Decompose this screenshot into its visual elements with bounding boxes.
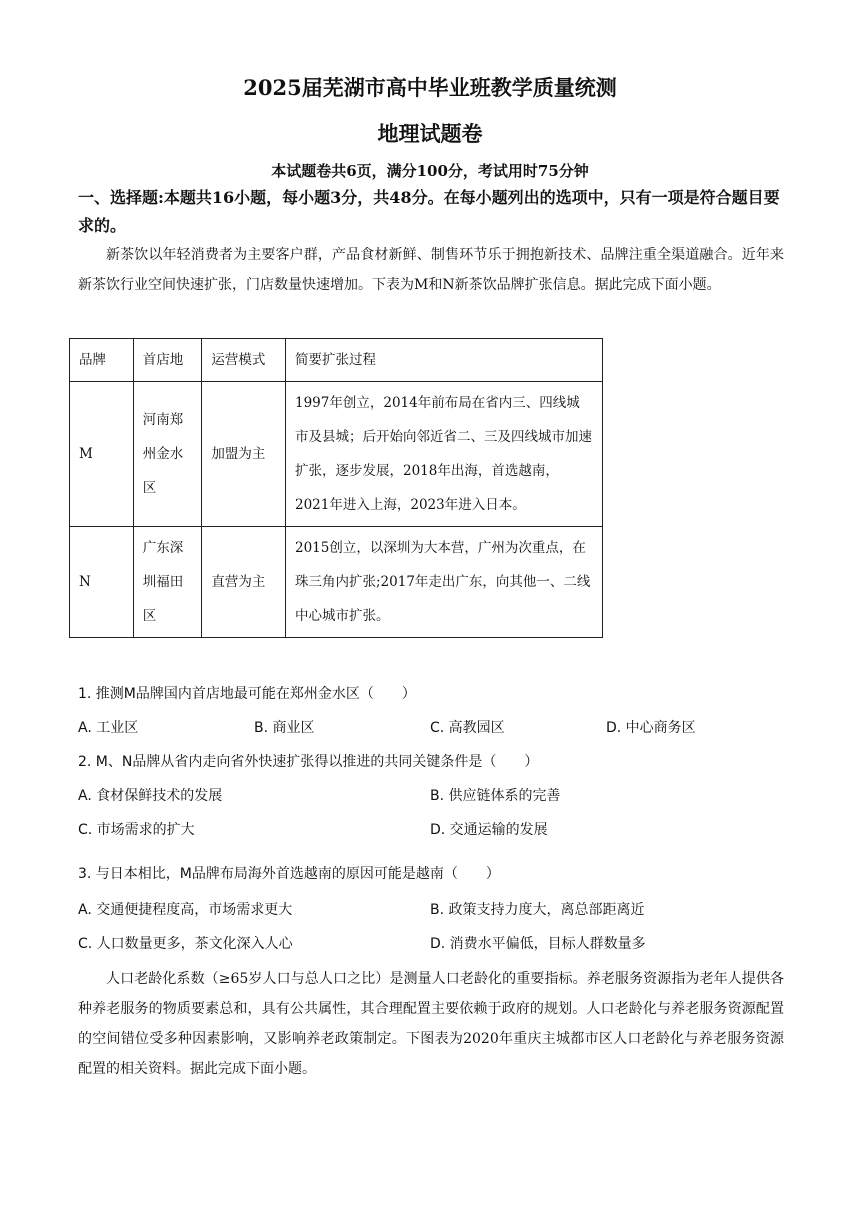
exam-subtitle: 地理试题卷 — [377, 121, 483, 146]
question-3-option-d: D. 消费水平偏低，目标人群数量多 — [430, 936, 646, 952]
table-cell: 直营为主 — [202, 527, 286, 638]
table-header-cell: 运营模式 — [202, 339, 286, 382]
table-cell: 河南郑州金水区 — [133, 382, 202, 527]
table-cell: M — [70, 382, 134, 527]
passage-1: 新茶饮以年轻消费者为主要客户群，产品食材新鲜、制售环节乐于拥抱新技术、品牌注重全渠道融合。近年来新茶饮行业空间快速扩张，门店数量快速增加。下表为M和N新茶饮品牌扩张信息。据此完成下面小题。 — [78, 247, 784, 293]
table-row — [70, 527, 603, 638]
exam-info: 本试题卷共6页，满分100分，考试用时75分钟 — [271, 162, 589, 180]
section-heading: 一、选择题:本题共16小题，每小题3分，共48分。在每小题列出的选项中，只有一项是符合题目要求的。 — [78, 188, 780, 235]
exam-title: 2025届芜湖市高中毕业班教学质量统测 — [243, 75, 617, 100]
table-cell: 1997年创立，2014年前布局在省内三、四线城市及县城；后开始向邻近省二、三及四线城市加速扩张，逐步发展，2018年出海，首选越南，2021年进入上海，2023年进入日本。 — [286, 382, 603, 527]
table-cell: 广东深圳福田区 — [133, 527, 202, 638]
table-header-row — [70, 339, 603, 382]
passage-2: 人口老龄化系数（≥65岁人口与总人口之比）是测量人口老龄化的重要指标。养老服务资源指为老年人提供各种养老服务的物质要素总和，具有公共属性，其合理配置主要依赖于政府的规划。人口老龄化与养老服务资源配置的空间错位受多种因素影响，又影响养老政策制定。下图表为2020年重庆主城都市区人口老龄化与养老服务资源配置的相关资料。据此完成下面小题。 — [78, 971, 784, 1077]
question-2-option-c: C. 市场需求的扩大 — [78, 822, 195, 838]
question-3-option-b: B. 政策支持力度大，离总部距离近 — [430, 902, 645, 918]
question-3-stem: 3. 与日本相比，M品牌布局海外首选越南的原因可能是越南（ ） — [78, 866, 500, 882]
question-1-option-c: C. 高教园区 — [430, 720, 505, 736]
table-header-cell: 首店地 — [133, 339, 202, 382]
question-3-option-c: C. 人口数量更多，茶文化深入人心 — [78, 936, 293, 952]
question-1-option-d: D. 中心商务区 — [606, 720, 696, 736]
question-3-option-a: A. 交通便捷程度高，市场需求更大 — [78, 902, 293, 918]
table-cell: 2015创立，以深圳为大本营，广州为次重点，在珠三角内扩张;2017年走出广东，向其他一、二线中心城市扩张。 — [286, 527, 603, 638]
table-row — [70, 382, 603, 527]
question-2-option-a: A. 食材保鲜技术的发展 — [78, 788, 223, 804]
question-2-option-b: B. 供应链体系的完善 — [430, 788, 561, 804]
question-1-option-a: A. 工业区 — [78, 720, 139, 736]
question-2-option-d: D. 交通运输的发展 — [430, 822, 548, 838]
question-1-option-b: B. 商业区 — [254, 720, 315, 736]
brand-table — [69, 338, 603, 638]
question-2-stem: 2. M、N品牌从省内走向省外快速扩张得以推进的共同关键条件是（ ） — [78, 754, 539, 770]
table-header-cell: 品牌 — [70, 339, 134, 382]
table-cell: N — [70, 527, 134, 638]
question-1-stem: 1. 推测M品牌国内首店地最可能在郑州金水区（ ） — [78, 686, 416, 702]
table-cell: 加盟为主 — [202, 382, 286, 527]
table-header-cell: 简要扩张过程 — [286, 339, 603, 382]
